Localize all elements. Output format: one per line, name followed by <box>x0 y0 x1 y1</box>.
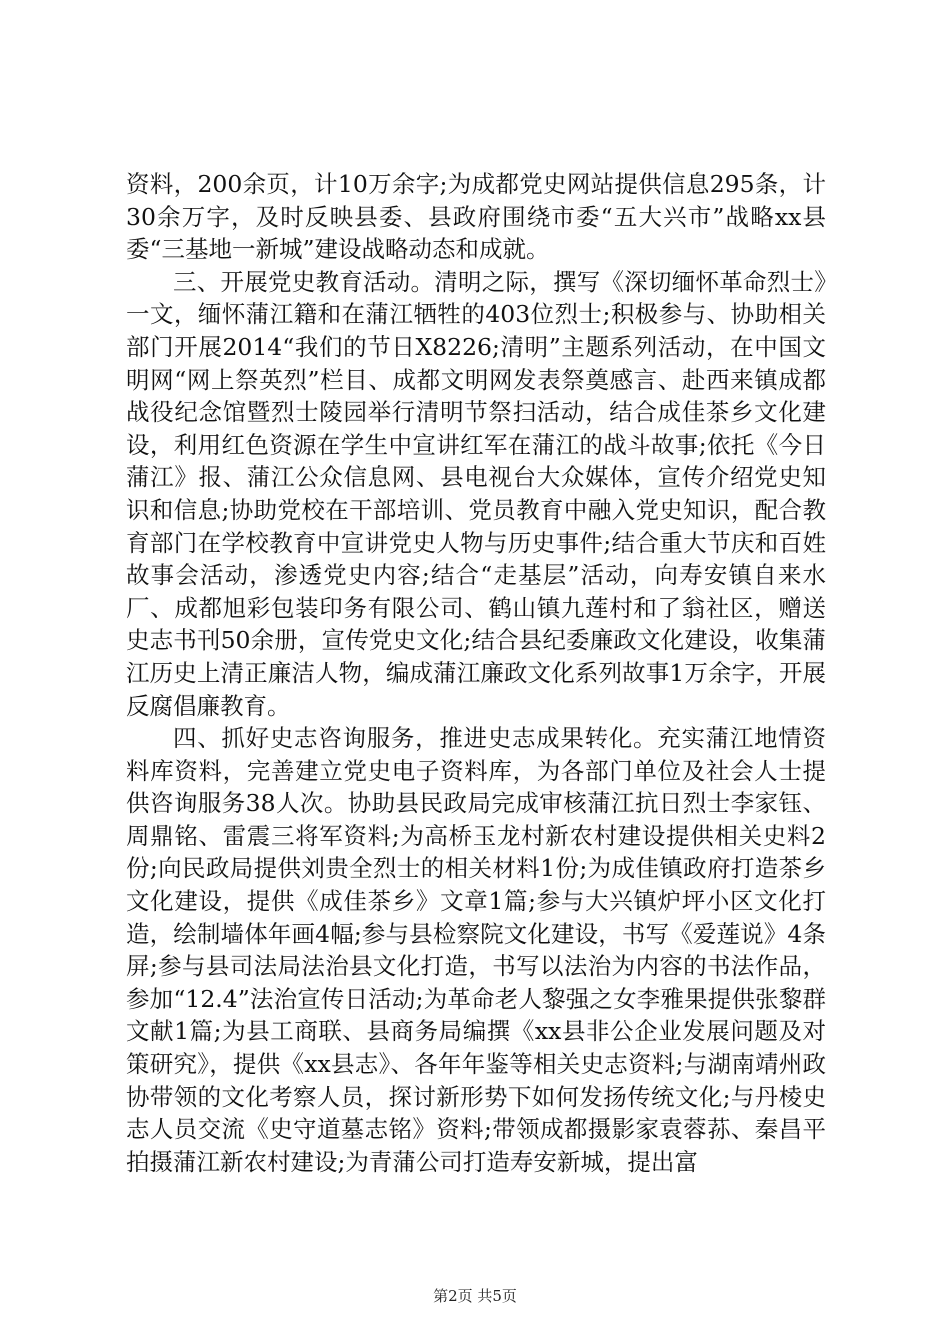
document-body <box>126 168 826 1178</box>
paragraph-continuation: 资料，200余页，计10万余字;为成都党史网站提供信息295条，计30余万字，及时反映县委、县政府围绕市委“五大兴市”战略xx县委“三基地一新城”建设战略动态和成就。 <box>126 170 826 264</box>
page-number-footer: 第2页 共5页 <box>433 1287 517 1305</box>
paragraph-section-four: 四、抓好史志咨询服务，推进史志成果转化。充实蒲江地情资料库资料，完善建立党史电子资料库，为各部门单位及社会人士提供咨询服务38人次。协助县民政局完成审核蒲江抗日烈士李家钰、周鼎铭、雷震三将军资料;为高桥玉龙村新农村建设提供相关史料2份;向民政局提供刘贵全烈士的相关材料1份;为成佳镇政府打造茶乡文化建设，提供《成佳茶乡》文章1篇;参与大兴镇炉坪小区文化打造，绘制墙体年画4幅;参与县检察院文化建设，书写《爱莲说》4条屏;参与县司法局法治县文化打造，书写以法治为内容的书法作品，参加“12.4”法治宣传日活动;为革命老人黎强之女李雅果提供张黎群文献1篇;为县工商联、县商务局编撰《xx县非公企业发展问题及对策研究》，提供《xx县志》、各年年鉴等相关史志资料;与湖南靖州政协带领的文化考察人员，探讨新形势下如何发扬传统文化;与丹棱史志人员交流《史守道墓志铭》资料;带领成都摄影家袁蓉荪、秦昌平拍摄蒲江新农村建设;为青蒲公司打造寿安新城，提出富 <box>126 724 826 1176</box>
paragraph-section-three: 三、开展党史教育活动。清明之际，撰写《深切缅怀革命烈士》一文，缅怀蒲江籍和在蒲江牺牲的403位烈士;积极参与、协助相关部门开展2014“我们的节日X8226;清明”主题系列活动，在中国文明网“网上祭英烈”栏目、成都文明网发表祭奠感言、赴西来镇成都战役纪念馆暨烈士陵园举行清明节祭扫活动，结合成佳茶乡文化建设，利用红色资源在学生中宣讲红军在蒲江的战斗故事;依托《今日蒲江》报、蒲江公众信息网、县电视台大众媒体，宣传介绍党史知识和信息;协助党校在干部培训、党员教育中融入党史知识，配合教育部门在学校教育中宣讲党史人物与历史事件;结合重大节庆和百姓故事会活动，渗透党史内容;结合“走基层”活动，向寿安镇自来水厂、成都旭彩包装印务有限公司、鹤山镇九莲村和了翁社区，赠送史志书刊50余册，宣传党史文化;结合县纪委廉政文化建设，收集蒲江历史上清正廉洁人物，编成蒲江廉政文化系列故事1万余字，开展反腐倡廉教育。 <box>126 267 826 720</box>
